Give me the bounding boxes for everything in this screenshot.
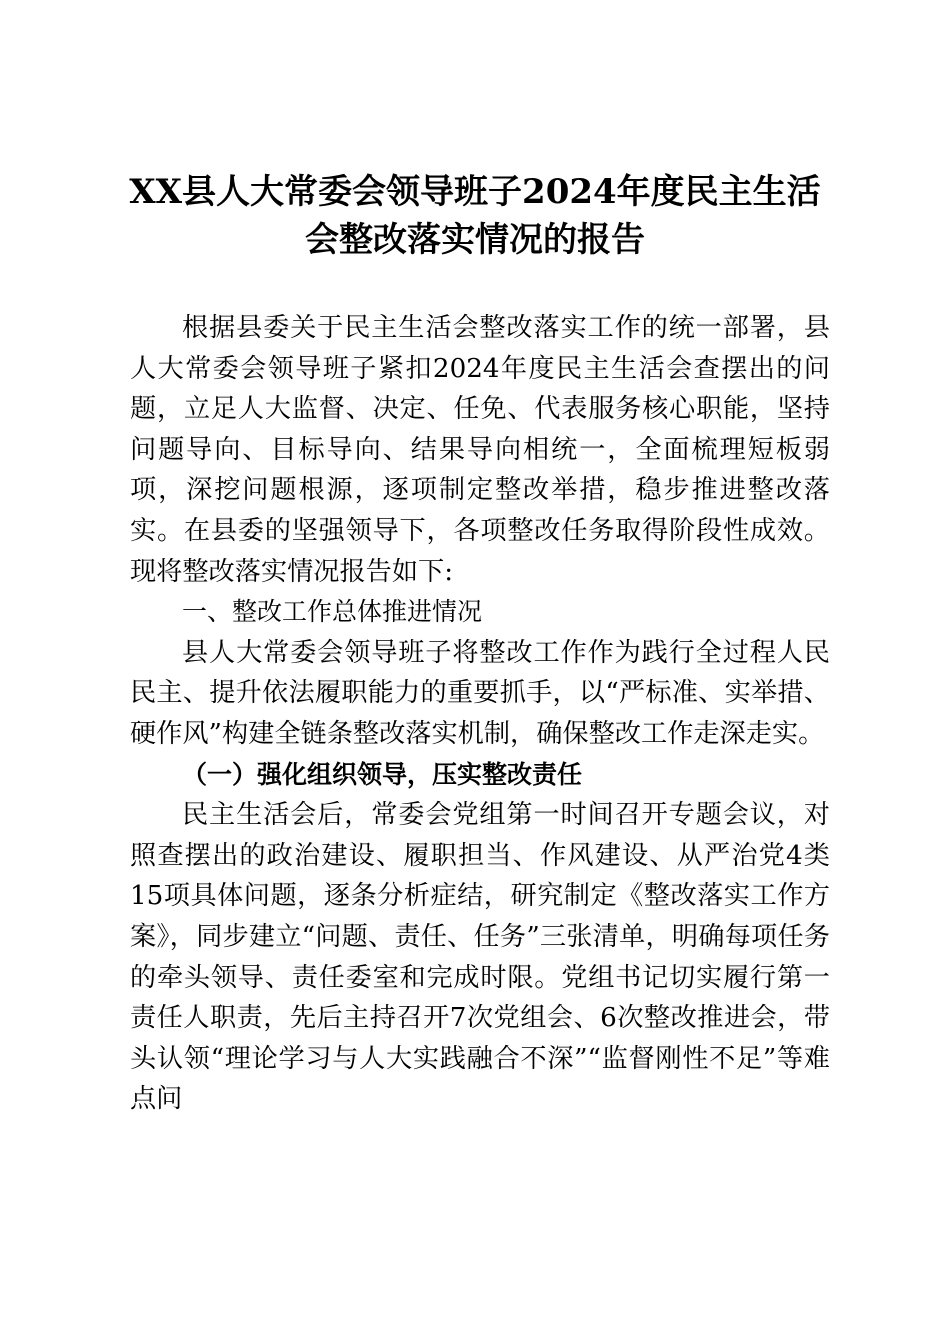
title-line-1: XX县人大常委会领导班子2024年度民主生活 <box>129 172 821 212</box>
document-body <box>130 308 830 1120</box>
title-line-2: 会整改落实情况的报告 <box>305 220 645 260</box>
section-1-paragraph: 县人大常委会领导班子将整改工作作为践行全过程人民民主、提升依法履职能力的重要抓手，以“严标准、实举措、硬作风”构建全链条整改落实机制，确保整改工作走深走实。 <box>130 637 830 749</box>
document-title <box>100 168 850 264</box>
intro-paragraph: 根据县委关于民主生活会整改落实工作的统一部署，县人大常委会领导班子紧扣2024年度民主生活会查摆出的问题，立足人大监督、决定、任免、代表服务核心职能，坚持问题导向、目标导向、结果导向相统一，全面梳理短板弱项，深挖问题根源，逐项制定整改举措，稳步推进整改落实。在县委的坚强领导下，各项整改任务取得阶段性成效。现将整改落实情况报告如下: <box>130 313 830 587</box>
section-heading-1: 一、整改工作总体推进情况 <box>182 597 483 627</box>
subsection-1-paragraph: 民主生活会后，常委会党组第一时间召开专题会议，对照查摆出的政治建设、履职担当、作风建设、从严治党4类15项具体问题，逐条分析症结，研究制定《整改落实工作方案》，同步建立“问题、责任、任务”三张清单，明确每项任务的牵头领导、责任委室和完成时限。党组书记切实履行第一责任人职责，先后主持召开7次党组会、6次整改推进会，带头认领“理论学习与人大实践融合不深”“监督刚性不足”等难点问 <box>130 800 830 1115</box>
subsection-heading-1: （一）强化组织领导，压实整改责任 <box>182 759 583 789</box>
